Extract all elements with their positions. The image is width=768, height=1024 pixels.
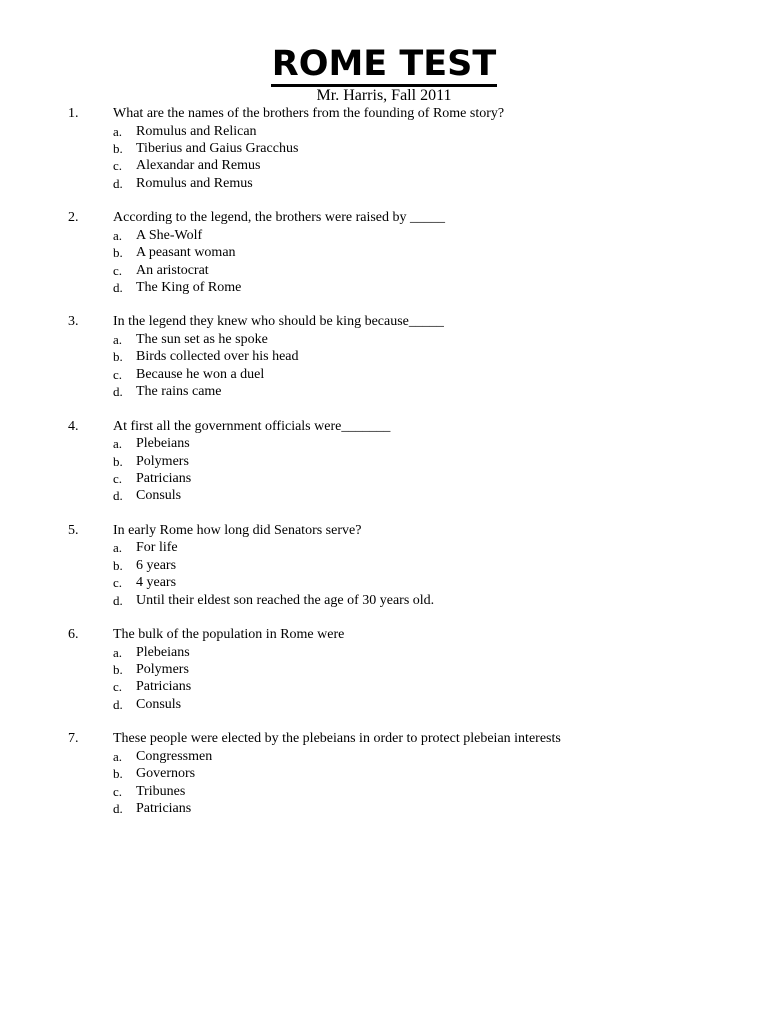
answer-option-text: Consuls	[136, 488, 182, 504]
answer-option-letter: b.	[113, 349, 123, 365]
answer-option-letter: c.	[113, 158, 123, 174]
answer-option-text: Patricians	[136, 800, 192, 816]
answer-option-letter: c.	[113, 783, 123, 799]
answer-option	[0, 487, 700, 504]
answer-option-letter: a.	[113, 748, 123, 764]
answer-option-letter: c.	[113, 575, 123, 591]
answer-option	[0, 539, 700, 556]
answer-option	[0, 244, 700, 261]
question-number: 5.	[68, 522, 79, 538]
page-subtitle: Mr. Harris, Fall 2011	[316, 87, 452, 104]
answer-option-letter: b.	[113, 766, 123, 782]
answer-option-text: Romulus and Relican	[136, 123, 257, 139]
answer-option-text: A peasant woman	[136, 245, 236, 261]
answer-option-letter: a.	[113, 331, 123, 347]
answer-option-letter: d.	[113, 175, 123, 191]
question-number: 6.	[68, 626, 79, 642]
question-number: 1.	[68, 106, 79, 121]
answer-option	[0, 800, 700, 817]
answer-option-letter: b.	[113, 141, 123, 156]
answer-option	[0, 453, 700, 470]
question-text: At first all the government officials were_______	[113, 418, 391, 434]
question-item	[0, 105, 768, 209]
answer-option-letter: d.	[113, 384, 123, 400]
answer-option	[0, 696, 700, 713]
answer-option-letter: b.	[113, 661, 123, 677]
answer-option-letter: d.	[113, 279, 123, 295]
answer-option	[0, 661, 700, 678]
answer-option-letter: a.	[113, 123, 123, 139]
answer-option-letter: c.	[113, 470, 123, 486]
answer-option-text: Plebeians	[136, 644, 190, 660]
answer-option-letter: c.	[113, 679, 123, 695]
question-text: The bulk of the population in Rome were	[113, 626, 345, 642]
answer-option-text: The sun set as he spoke	[136, 331, 268, 347]
page-title-text: ROME TEST	[271, 44, 498, 87]
answer-option	[0, 592, 700, 609]
answer-option-text: Consuls	[136, 696, 182, 712]
answer-option-text: Because he won a duel	[136, 366, 265, 382]
answer-option-letter: b.	[113, 557, 123, 573]
question-item	[0, 730, 768, 834]
answer-option-text: A She-Wolf	[136, 227, 203, 243]
question-item	[0, 418, 768, 522]
answer-option-letter: a.	[113, 227, 123, 243]
answer-option-text: Alexandar and Remus	[136, 158, 261, 174]
answer-option-text: Patricians	[136, 679, 192, 695]
question-text: What are the names of the brothers from the founding of Rome story?	[113, 106, 505, 121]
question-text: In the legend they knew who should be king because_____	[113, 314, 444, 330]
answer-option-letter: a.	[113, 540, 123, 556]
answer-option	[0, 765, 700, 782]
answer-option-letter: b.	[113, 245, 123, 261]
question-text: These people were elected by the plebeians in order to protect plebeian interests	[113, 731, 561, 747]
answer-option-text: The rains came	[136, 384, 222, 400]
answer-option-text: Polymers	[136, 453, 189, 469]
answer-option-text: 4 years	[136, 575, 177, 591]
answer-option	[0, 279, 700, 296]
question-number: 4.	[68, 418, 79, 434]
answer-option	[0, 557, 700, 574]
answer-option	[0, 157, 700, 174]
question-text: According to the legend, the brothers were raised by _____	[113, 210, 446, 226]
question-list	[0, 105, 768, 834]
question-item	[0, 522, 768, 626]
answer-option-text: Governors	[136, 766, 196, 782]
answer-option-text: An aristocrat	[136, 262, 209, 278]
answer-option-text: 6 years	[136, 557, 177, 573]
answer-option	[0, 383, 700, 400]
answer-option-letter: c.	[113, 262, 123, 278]
question-item	[0, 626, 768, 730]
question-number: 3.	[68, 314, 79, 330]
answer-option	[0, 644, 700, 661]
page-title	[0, 42, 768, 87]
question-item	[0, 209, 768, 313]
question-number: 7.	[68, 731, 79, 747]
answer-option-text: Polymers	[136, 661, 189, 677]
answer-option-text: For life	[136, 540, 178, 556]
answer-option	[0, 262, 700, 279]
answer-option-letter: b.	[113, 453, 123, 469]
answer-option	[0, 227, 700, 244]
question-item	[0, 313, 768, 417]
answer-option-letter: c.	[113, 366, 123, 382]
question-number: 2.	[68, 210, 79, 226]
answer-option-letter: d.	[113, 592, 123, 608]
answer-option	[0, 574, 700, 591]
answer-option-letter: d.	[113, 696, 123, 712]
answer-option-text: Patricians	[136, 470, 192, 486]
answer-option	[0, 366, 700, 383]
answer-option-text: Tribunes	[136, 783, 186, 799]
answer-option	[0, 435, 700, 452]
answer-option-text: Birds collected over his head	[136, 349, 299, 365]
answer-option-text: Romulus and Remus	[136, 175, 253, 191]
answer-option	[0, 470, 700, 487]
answer-option	[0, 331, 700, 348]
answer-option-text: The King of Rome	[136, 279, 242, 295]
answer-option-letter: d.	[113, 800, 123, 816]
answer-option	[0, 140, 700, 157]
question-text: In early Rome how long did Senators serve?	[113, 522, 362, 538]
answer-option	[0, 348, 700, 365]
answer-option-letter: a.	[113, 644, 123, 660]
answer-option-text: Plebeians	[136, 436, 190, 452]
answer-option-text: Until their eldest son reached the age of 30 years old.	[136, 592, 435, 608]
answer-option	[0, 175, 700, 192]
answer-option-text: Congressmen	[136, 748, 213, 764]
answer-option	[0, 748, 700, 765]
answer-option	[0, 783, 700, 800]
answer-option	[0, 123, 700, 140]
answer-option-letter: d.	[113, 488, 123, 504]
answer-option-text: Tiberius and Gaius Gracchus	[136, 141, 299, 156]
answer-option	[0, 678, 700, 695]
answer-option-letter: a.	[113, 436, 123, 452]
